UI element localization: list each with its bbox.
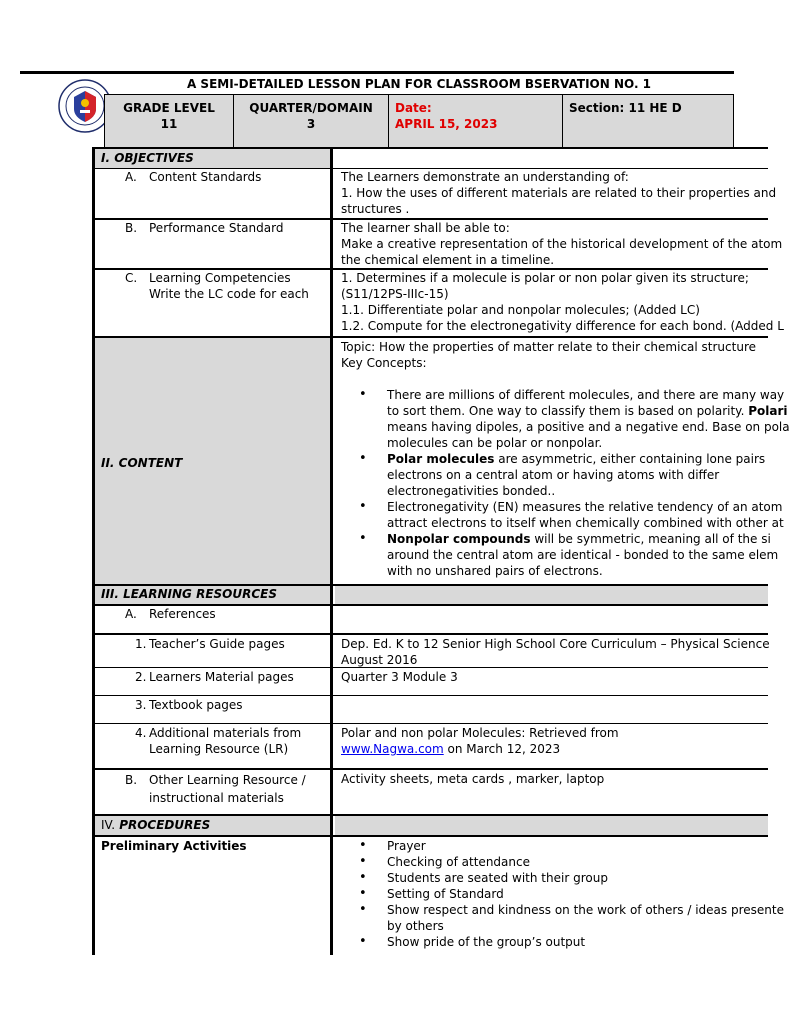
other-resources-label-2: instructional materials (149, 791, 284, 805)
list-marker: 3. (135, 698, 147, 712)
learning-competencies-value (335, 270, 784, 338)
text-line: 1.1. Differentiate polar and nonpolar molecules; (Added LC) (341, 303, 700, 317)
textbook-label: Textbook pages (149, 698, 243, 712)
additional-materials-label: Additional materials from (149, 726, 302, 740)
text-line: Electronegativity (EN) measures the relative tendency of an atom (387, 500, 783, 514)
list-item: • Show respect and kindness on the work of others / ideas presente (341, 902, 768, 918)
text-line: 1.2. Compute for the electronegativity difference for each bond. (Added L (341, 319, 784, 333)
procedures-heading-row (92, 814, 768, 836)
text-line: the chemical element in a timeline. (341, 253, 555, 267)
text-line: Make a creative representation of the historical development of the atom (341, 237, 783, 251)
quarter-domain-value: 3 (306, 117, 316, 131)
list-marker: 2. (135, 670, 147, 684)
preliminary-activities-list (335, 837, 784, 955)
list-item: • Checking of attendance (341, 854, 768, 870)
textbook-label-cell (92, 696, 333, 723)
topic: Topic: How the properties of matter relate to their chemical structure (341, 340, 757, 354)
list-marker: B. (125, 773, 138, 787)
additional-materials-value (335, 724, 768, 768)
bold-term: Polari (748, 404, 788, 418)
text-line: There are millions of different molecules, and there are many way (387, 388, 785, 402)
list-marker: B. (125, 221, 138, 235)
text-line: will be symmetric, meaning all of the si (534, 532, 771, 546)
text-line: Polar and non polar Molecules: Retrieved from (341, 726, 619, 740)
objectives-heading-blank (335, 149, 768, 169)
concept-bullet (341, 499, 783, 515)
link-suffix: on March 12, 2023 (443, 742, 561, 756)
text-line: to sort them. One way to classify them is based on polarity. (387, 404, 745, 418)
section-value: Section: 11 HE D (569, 101, 682, 115)
references-value (335, 606, 768, 634)
logo-cell (20, 74, 104, 147)
additional-materials-row (92, 723, 768, 768)
additional-materials-label-cell (92, 724, 333, 768)
concept-bullet (341, 451, 768, 467)
teachers-guide-value (335, 635, 768, 668)
date-value: APRIL 15, 2023 (395, 117, 498, 131)
list-marker: A. (125, 170, 137, 184)
list-item: by others (387, 919, 444, 933)
content-standards-label: Content Standards (149, 170, 262, 184)
list-marker: 1. (135, 637, 147, 651)
concept-line (341, 403, 788, 419)
text-line (341, 741, 768, 757)
teachers-guide-label-cell (92, 635, 333, 668)
text-line: Quarter 3 Module 3 (341, 670, 458, 684)
content-standards-label-cell (92, 169, 333, 219)
concept-line: electrons on a central atom or having atoms with differ (387, 468, 720, 482)
textbook-row (92, 695, 768, 723)
content-standards-row (92, 168, 777, 219)
performance-standard-label: Performance Standard (149, 221, 284, 235)
performance-standard-label-cell (92, 220, 333, 270)
text-line: are asymmetric, either containing lone pairs (498, 452, 766, 466)
learners-material-label-cell (92, 668, 333, 695)
content-row (92, 336, 790, 586)
concept-line: around the central atom are identical - bonded to the same elem (387, 548, 779, 562)
lc-code-note: Write the LC code for each (149, 287, 309, 301)
list-marker: 4. (135, 726, 147, 740)
content-standards-value (335, 169, 777, 219)
preliminary-activities-label: Preliminary Activities (92, 837, 333, 955)
list-item: • Setting of Standard (341, 886, 768, 902)
objectives-heading-row (92, 147, 768, 169)
grade-level-cell (104, 95, 234, 147)
lesson-plan-header (20, 71, 734, 150)
procedures-heading-blank (335, 816, 768, 836)
concept-bullet (341, 387, 785, 403)
nagwa-link[interactable]: www.Nagwa.com (341, 742, 444, 756)
other-resources-label-cell (92, 770, 333, 816)
learners-material-row (92, 667, 768, 695)
section-cell (563, 95, 734, 147)
text-line: August 2016 (341, 653, 418, 667)
objectives-heading: I. OBJECTIVES (92, 149, 333, 169)
text-line: structures . (341, 202, 410, 216)
references-label: References (149, 607, 216, 621)
text-line: 1. How the uses of different materials are related to their properties and (341, 186, 777, 200)
key-concepts-label: Key Concepts: (341, 356, 427, 370)
concept-bullet (341, 531, 771, 547)
date-label: Date: (395, 101, 432, 115)
procedures-heading-prefix: IV. (101, 818, 116, 832)
other-resources-value (335, 770, 768, 816)
learners-material-label: Learners Material pages (149, 670, 294, 684)
learning-competencies-label-cell (92, 270, 333, 338)
list-item: • Prayer (341, 838, 768, 854)
performance-standard-row (92, 218, 783, 270)
text-line: (S11/12PS-IIIc-15) (341, 287, 449, 301)
learning-competencies-row (92, 268, 784, 338)
concept-line: attract electrons to itself when chemically combined with other at (387, 516, 784, 530)
other-resources-row (92, 768, 768, 816)
learning-competencies-label: Learning Competencies (149, 271, 291, 285)
procedures-heading-cell (92, 816, 333, 836)
header-table (104, 74, 734, 147)
content-value (335, 338, 790, 586)
concept-line: means having dipoles, a positive and a negative end. Base on pola (387, 420, 790, 434)
text-line: The Learners demonstrate an understanding of: (341, 170, 629, 184)
date-cell (389, 95, 563, 147)
learners-material-value (335, 668, 768, 695)
concept-line: with no unshared pairs of electrons. (387, 564, 603, 578)
quarter-domain-label: QUARTER/DOMAIN (249, 101, 373, 115)
list-item: • Show pride of the group’s output (341, 934, 768, 950)
text-line: Dep. Ed. K to 12 Senior High School Core Curriculum – Physical Science (341, 637, 770, 651)
bold-term: Polar molecules (387, 452, 495, 466)
resources-heading-blank (335, 586, 768, 605)
teachers-guide-row (92, 633, 768, 668)
text-line: Activity sheets, meta cards , marker, laptop (341, 772, 605, 786)
bold-term: Nonpolar compounds (387, 532, 531, 546)
list-marker: C. (125, 271, 138, 285)
preliminary-activities-row (92, 835, 784, 955)
textbook-value (335, 696, 768, 723)
list-item: • Students are seated with their group (341, 870, 768, 886)
references-label-cell (92, 606, 333, 634)
other-resources-label: Other Learning Resource / (149, 773, 306, 787)
teachers-guide-label: Teacher’s Guide pages (149, 637, 285, 651)
text-line: 1. Determines if a molecule is polar or non polar given its structure; (341, 271, 749, 285)
concept-line: electronegativities bonded.. (387, 484, 556, 498)
text-line: The learner shall be able to: (341, 221, 510, 235)
resources-heading: III. LEARNING RESOURCES (92, 586, 333, 605)
grade-level-value: 11 (160, 117, 178, 131)
procedures-heading: PROCEDURES (115, 818, 211, 832)
resources-heading-row (92, 584, 768, 605)
grade-level-label: GRADE LEVEL (123, 101, 215, 115)
performance-standard-value (335, 220, 783, 270)
additional-materials-label-2: Learning Resource (LR) (149, 742, 289, 756)
quarter-domain-cell (234, 95, 389, 147)
list-marker: A. (125, 607, 137, 621)
content-label-cell (92, 338, 333, 586)
plan-title: A SEMI-DETAILED LESSON PLAN FOR CLASSROOM BSERVATION NO. 1 (104, 74, 734, 95)
content-heading: II. CONTENT (101, 456, 183, 470)
concept-line: molecules can be polar or nonpolar. (387, 436, 603, 450)
references-row (92, 604, 768, 634)
